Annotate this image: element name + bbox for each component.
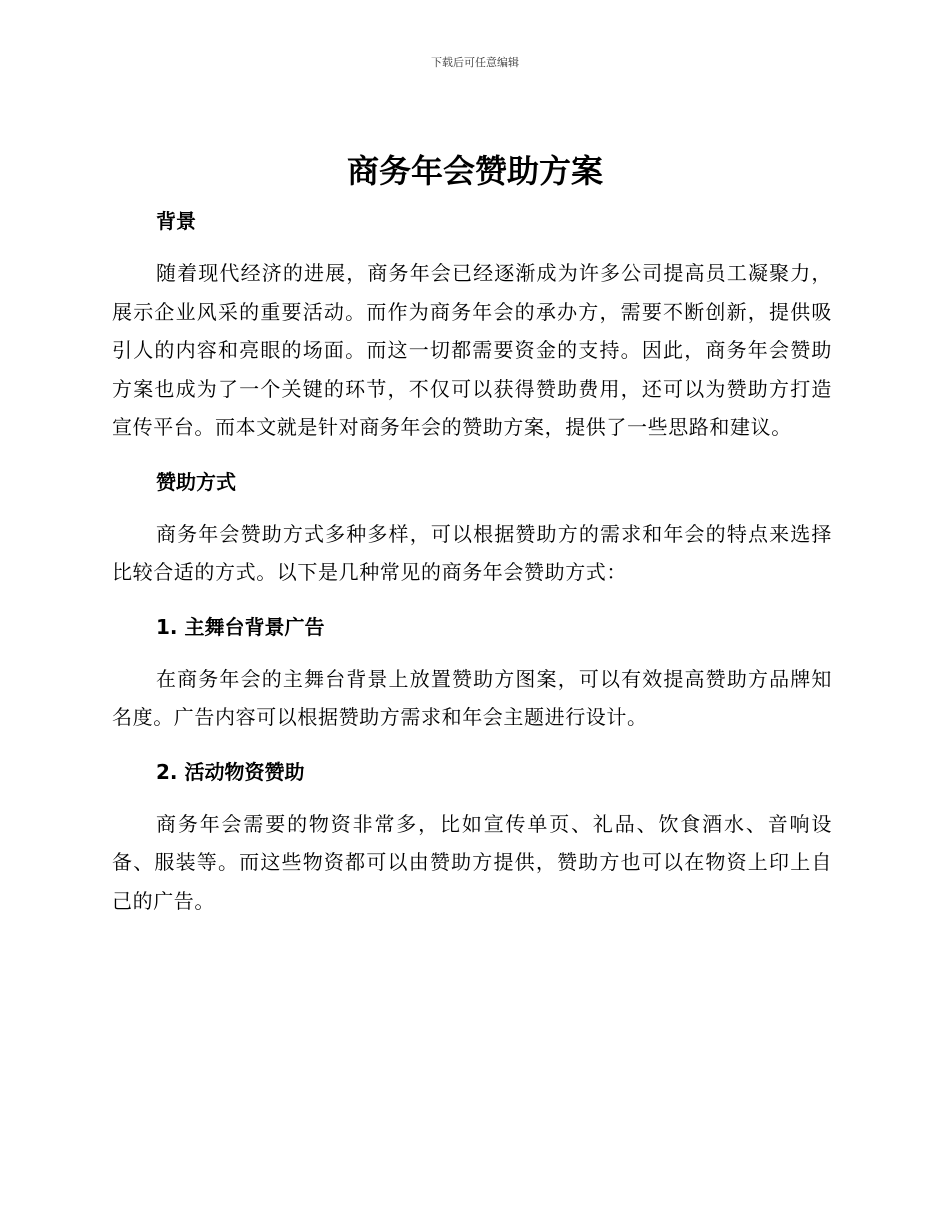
section-paragraph-main-stage-ad: 在商务年会的主舞台背景上放置赞助方图案，可以有效提高赞助方品牌知名度。广告内容可以根据赞助方需求和年会主题进行设计。 — [112, 666, 832, 729]
page-title: 商务年会赞助方案 — [346, 152, 603, 190]
header-note: 下载后可任意编辑 — [431, 56, 519, 69]
section-heading-sponsorship-methods: 赞助方式 — [156, 469, 236, 494]
section-paragraph-material-sponsorship: 商务年会需要的物资非常多，比如宣传单页、礼品、饮食酒水、音响设备、服装等。而这些物资都可以由赞助方提供，赞助方也可以在物资上印上自己的广告。 — [112, 811, 832, 913]
document-body — [112, 200, 832, 920]
section-paragraph-sponsorship-methods: 商务年会赞助方式多种多样，可以根据赞助方的需求和年会的特点来选择比较合适的方式。以下是几种常见的商务年会赞助方式： — [112, 521, 832, 584]
section-paragraph-background: 随着现代经济的进展，商务年会已经逐渐成为许多公司提高员工凝聚力，展示企业风采的重要活动。而作为商务年会的承办方，需要不断创新，提供吸引人的内容和亮眼的场面。而这一切都需要资金的支持。因此，商务年会赞助方案也成为了一个关键的环节，不仅可以获得赞助费用，还可以为赞助方打造宣传平台。而本文就是针对商务年会的赞助方案，提供了一些思路和建议。 — [112, 261, 832, 439]
section-heading-material-sponsorship: 2. 活动物资赞助 — [156, 759, 305, 784]
section-heading-main-stage-ad: 1. 主舞台背景广告 — [156, 614, 325, 639]
section-heading-background: 背景 — [156, 209, 196, 233]
